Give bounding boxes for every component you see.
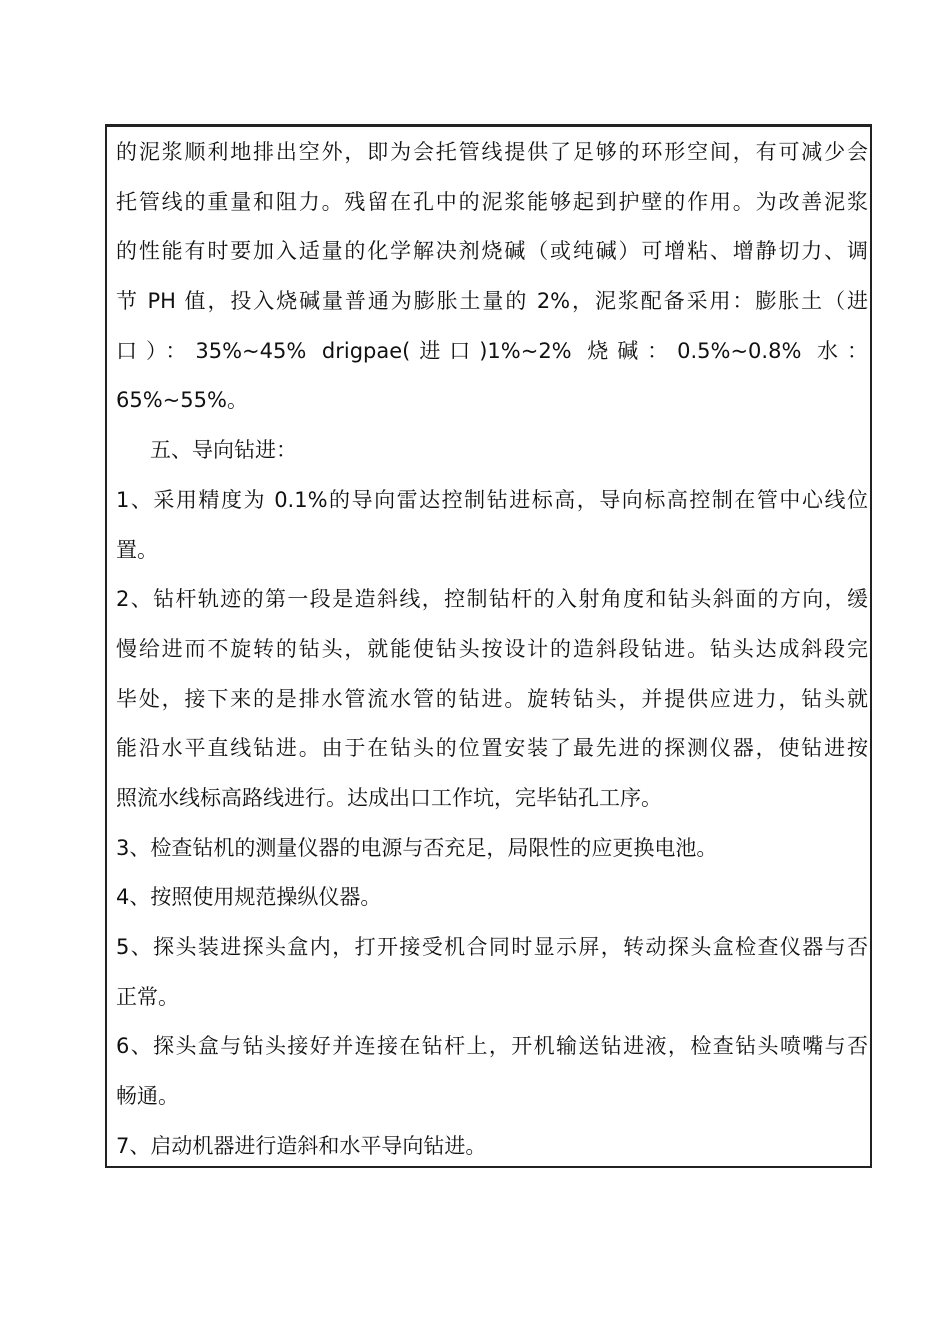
- text-line: 节 PH 值，投入烧碱量普通为膨胀土量的 2%，泥浆配备采用：膨胀土（进: [116, 289, 868, 314]
- text-line: 2、钻杆轨迹的第一段是造斜线，控制钻杆的入射角度和钻头斜面的方向，缓: [116, 587, 868, 612]
- text-line: 托管线的重量和阻力。残留在孔中的泥浆能够起到护壁的作用。为改善泥浆: [116, 189, 868, 214]
- text-line: 畅通。: [116, 1084, 179, 1109]
- text-line: 毕处，接下来的是排水管流水管的钻进。旋转钻头，并提供应进力，钻头就: [116, 686, 868, 711]
- text-line: 的性能有时要加入适量的化学解决剂烧碱（或纯碱）可增粘、增静切力、调: [116, 239, 868, 264]
- text-line: 慢给进而不旋转的钻头，就能使钻头按设计的造斜段钻进。钻头达成斜段完: [116, 636, 868, 661]
- text-line: 3、检查钻机的测量仪器的电源与否充足，局限性的应更换电池。: [116, 835, 718, 860]
- text-line: 6、探头盒与钻头接好并连接在钻杆上，开机输送钻进液，检查钻头喷嘴与否: [116, 1034, 868, 1059]
- text-line: 五、导向钻进：: [150, 438, 297, 463]
- text-line: 正常。: [116, 984, 179, 1009]
- text-line: 7、启动机器进行造斜和水平导向钻进。: [116, 1133, 487, 1158]
- frame-top-rule: [107, 126, 870, 127]
- text-line: 置。: [116, 537, 158, 562]
- document-body: [116, 128, 868, 1171]
- text-line: 65%~55%。: [116, 388, 248, 413]
- text-line: 口）：35%~45% drigpae(进口)1%~2% 烧碱：0.5%~0.8% 水：: [116, 338, 868, 363]
- text-line: 5、探头装进探头盒内，打开接受机合同时显示屏，转动探头盒检查仪器与否: [116, 935, 868, 959]
- text-line: 照流水线标高路线进行。达成出口工作坑，完毕钻孔工序。: [116, 785, 662, 810]
- text-line: 的泥浆顺利地排出空外，即为会托管线提供了足够的环形空间，有可减少会: [116, 140, 868, 164]
- text-line: 能沿水平直线钻进。由于在钻头的位置安装了最先进的探测仪器，使钻进按: [116, 736, 868, 761]
- text-line: 4、按照使用规范操纵仪器。: [116, 885, 382, 910]
- text-line: 1、采用精度为 0.1%的导向雷达控制钻进标高，导向标高控制在管中心线位: [116, 487, 868, 512]
